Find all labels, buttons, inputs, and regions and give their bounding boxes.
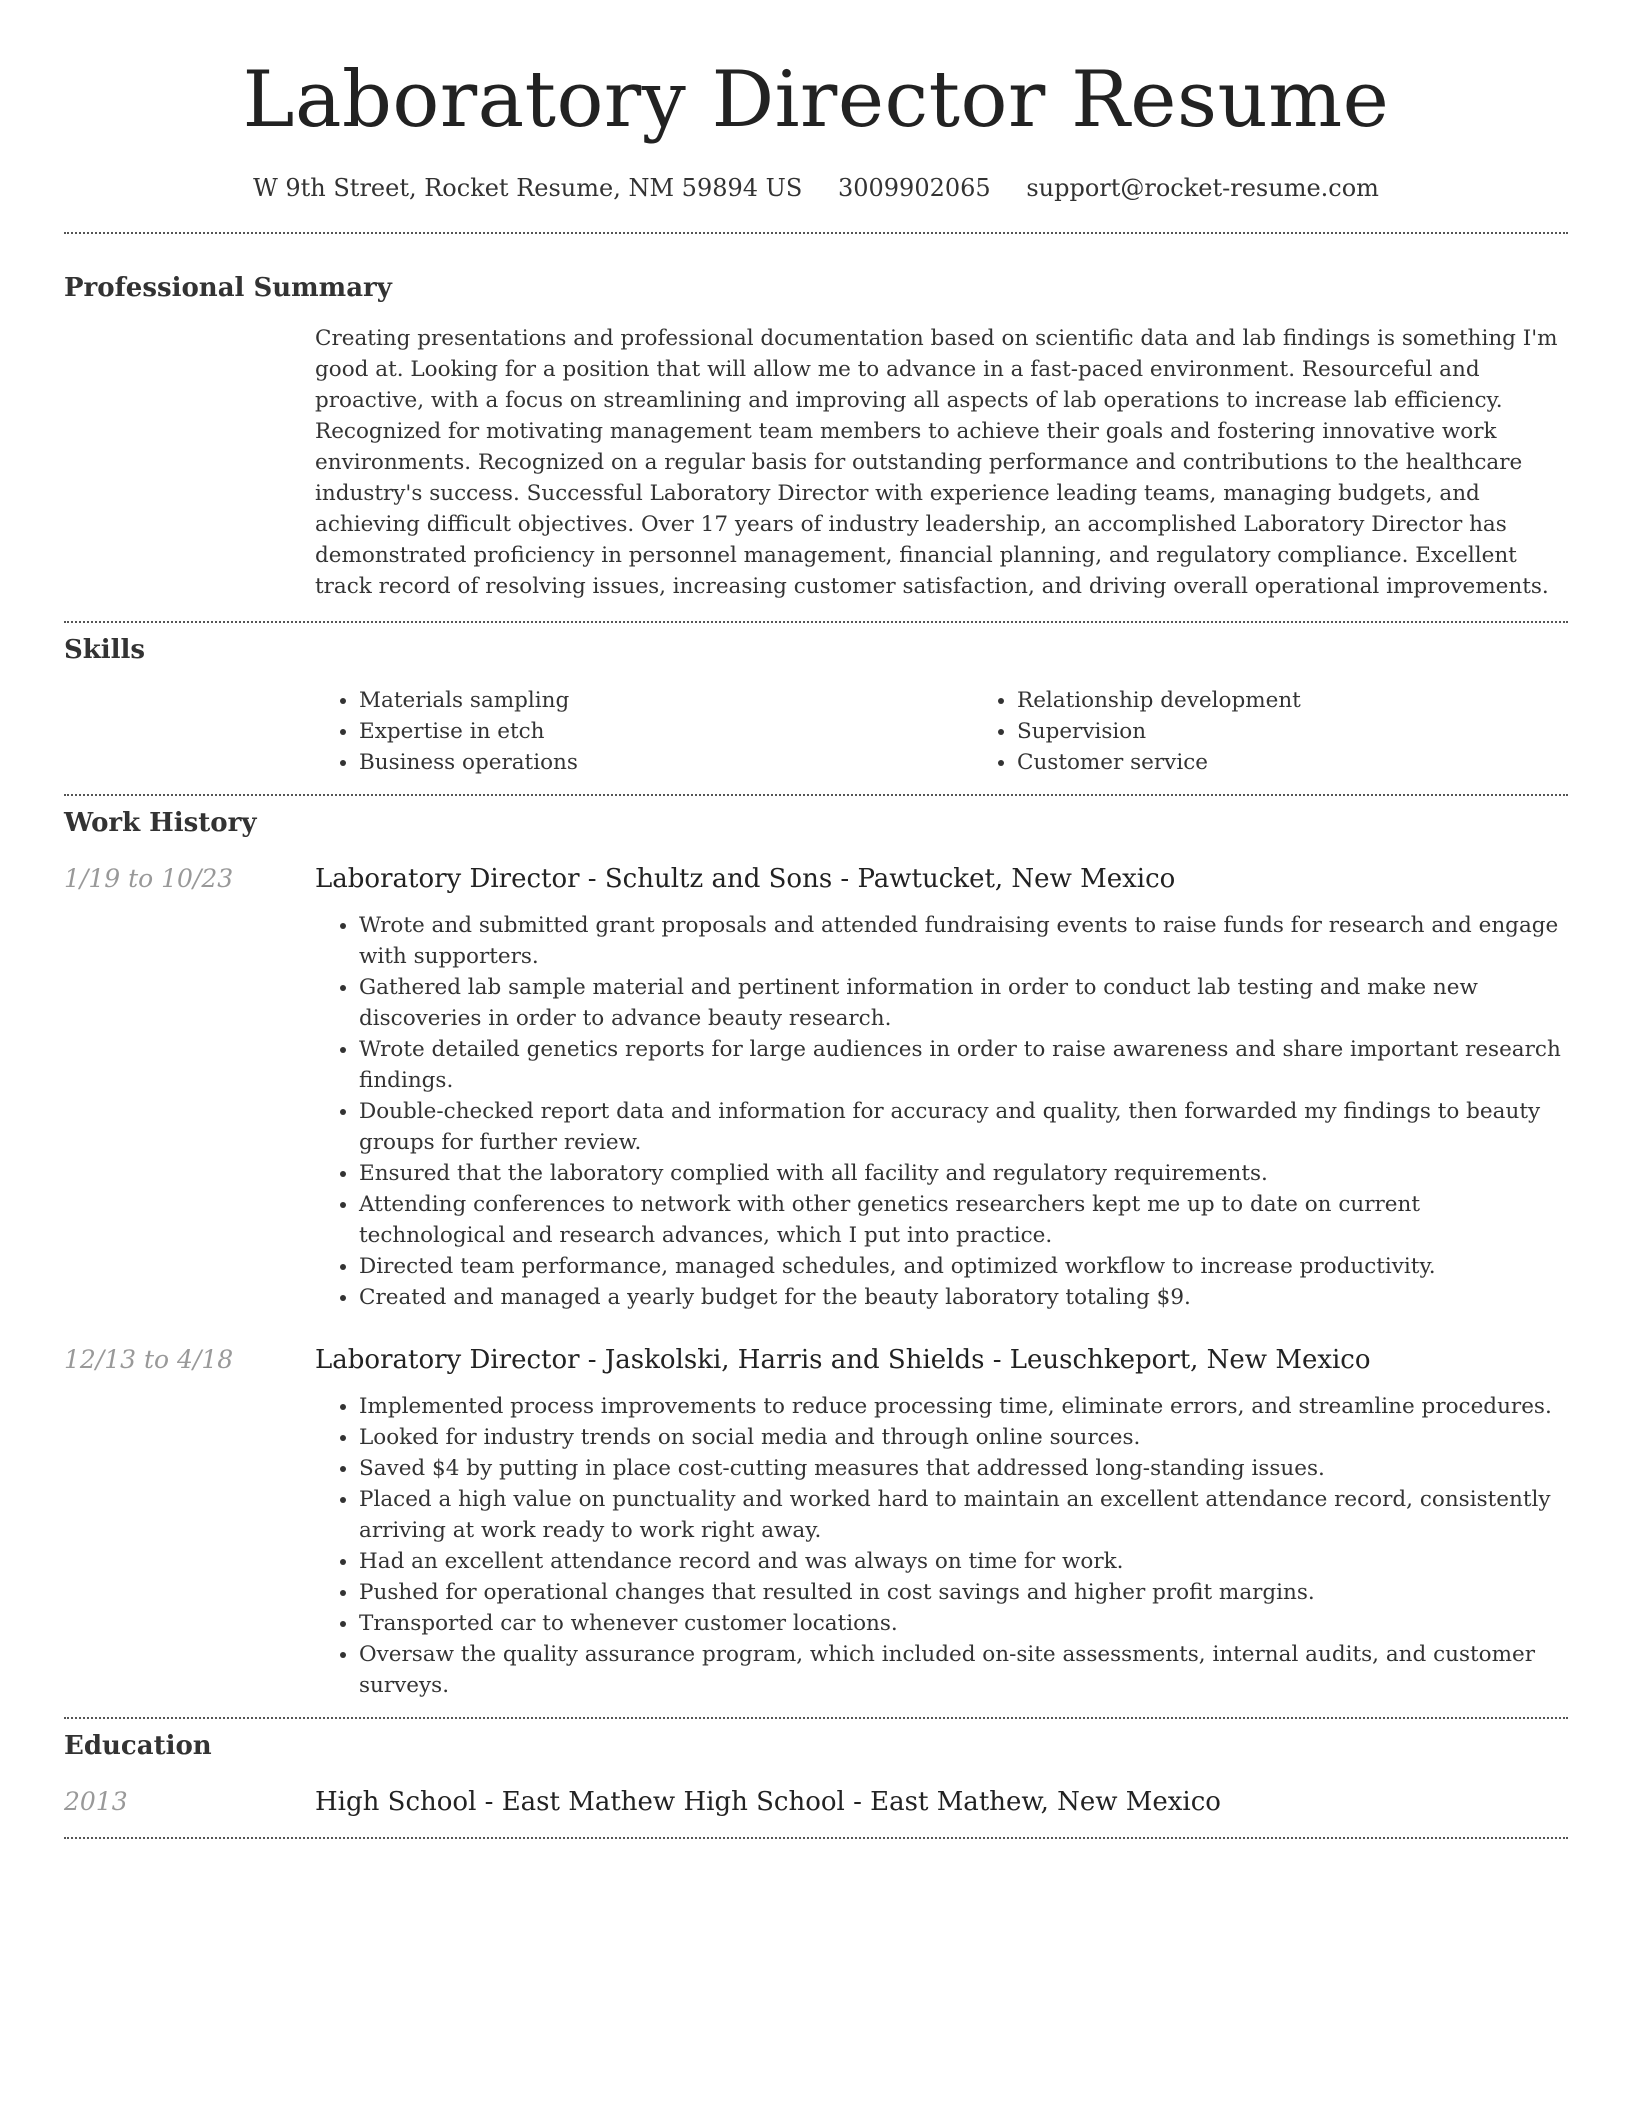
work-history-section	[64, 806, 1568, 1701]
education-heading: Education	[64, 1731, 212, 1761]
education-dates: 2013	[64, 1787, 128, 1816]
job-bullet: • Directed team performance, managed schedules, and optimized workflow to increase productivity.	[359, 1251, 1568, 1282]
summary-text: Creating presentations and professional documentation based on scientific data and lab findings is something I'm good at. Looking for a position that will allow me to advance in a fast-paced environment. Resourceful and proactive, with a focus on streamlining and improving all aspects of lab operations to increase lab efficiency. Recognized for motivating management team members to achieve their goals and fostering innovative work environments. Recognized on a regular basis for outstanding performance and contributions to the healthcare industry's success. Successful Laboratory Director with experience leading teams, managing budgets, and achieving difficult objectives. Over 17 years of industry leadership, an accomplished Laboratory Director has demonstrated proficiency in personnel management, financial planning, and regulatory compliance. Excellent track record of resolving issues, increasing customer satisfaction, and driving overall operational improvements.	[315, 326, 1558, 599]
skill-item: • Business operations	[359, 747, 973, 778]
summary-heading: Professional Summary	[64, 273, 392, 303]
skills-section	[64, 633, 1568, 778]
skills-heading: Skills	[64, 635, 146, 665]
job-title: Laboratory Director - Schultz and Sons - Pawtucket, New Mexico	[315, 864, 1176, 894]
job-bullet: • Gathered lab sample material and pertinent information in order to conduct lab testing and make new discoveries in order to advance beauty research.	[359, 972, 1568, 1034]
skill-item: • Supervision	[1017, 716, 1631, 747]
section-divider	[64, 621, 1568, 623]
job-entry	[64, 1343, 1568, 1701]
work-history-heading: Work History	[64, 808, 257, 838]
job-dates: 12/13 to 4/18	[64, 1345, 234, 1374]
education-title: High School - East Mathew High School - East Mathew, New Mexico	[315, 1787, 1221, 1817]
contact-phone: 3009902065	[837, 174, 991, 202]
job-bullet: • Wrote detailed genetics reports for large audiences in order to raise awareness and share important research findings.	[359, 1034, 1568, 1096]
job-bullet: • Looked for industry trends on social media and through online sources.	[359, 1422, 1568, 1453]
skills-list-left	[315, 685, 973, 778]
summary-section	[64, 271, 1568, 602]
section-divider	[64, 794, 1568, 796]
skills-list-right	[973, 685, 1631, 778]
skill-item: • Relationship development	[1017, 685, 1631, 716]
job-entry	[64, 862, 1568, 1313]
job-bullet: • Implemented process improvements to reduce processing time, eliminate errors, and streamline procedures.	[359, 1391, 1568, 1422]
job-bullet: • Double-checked report data and information for accuracy and quality, then forwarded my findings to beauty groups for further review.	[359, 1096, 1568, 1158]
job-bullets	[315, 1391, 1568, 1701]
job-dates: 1/19 to 10/23	[64, 864, 234, 893]
job-bullet: • Had an excellent attendance record and was always on time for work.	[359, 1546, 1568, 1577]
contact-address: W 9th Street, Rocket Resume, NM 59894 US	[253, 174, 803, 202]
contact-line	[64, 172, 1568, 204]
job-bullet: • Created and managed a yearly budget for the beauty laboratory totaling $9.	[359, 1282, 1568, 1313]
job-bullet: • Ensured that the laboratory complied with all facility and regulatory requirements.	[359, 1158, 1568, 1189]
job-bullet: • Placed a high value on punctuality and worked hard to maintain an excellent attendance record, consistently arriving at work ready to work right away.	[359, 1484, 1568, 1546]
section-divider	[64, 232, 1568, 234]
skill-item: • Customer service	[1017, 747, 1631, 778]
job-bullet: • Oversaw the quality assurance program, which included on-site assessments, internal audits, and customer surveys.	[359, 1639, 1568, 1701]
job-bullets	[315, 910, 1568, 1313]
job-title: Laboratory Director - Jaskolski, Harris and Shields - Leuschkeport, New Mexico	[315, 1345, 1371, 1375]
job-bullet: • Saved $4 by putting in place cost-cutting measures that addressed long-standing issues.	[359, 1453, 1568, 1484]
job-bullet: • Wrote and submitted grant proposals and attended fundraising events to raise funds for research and engage with supporters.	[359, 910, 1568, 972]
skill-item: • Materials sampling	[359, 685, 973, 716]
resume-page	[64, 0, 1568, 1839]
education-section	[64, 1729, 1568, 1819]
resume-title: Laboratory Director Resume	[242, 55, 1390, 145]
section-divider	[64, 1837, 1568, 1839]
education-entry	[64, 1785, 1568, 1819]
skill-item: • Expertise in etch	[359, 716, 973, 747]
job-bullet: • Attending conferences to network with other genetics researchers kept me up to date on current technological and research advances, which I put into practice.	[359, 1189, 1568, 1251]
contact-email: support@rocket-resume.com	[1026, 174, 1379, 202]
job-bullet: • Transported car to whenever customer locations.	[359, 1608, 1568, 1639]
section-divider	[64, 1717, 1568, 1719]
job-bullet: • Pushed for operational changes that resulted in cost savings and higher profit margins.	[359, 1577, 1568, 1608]
